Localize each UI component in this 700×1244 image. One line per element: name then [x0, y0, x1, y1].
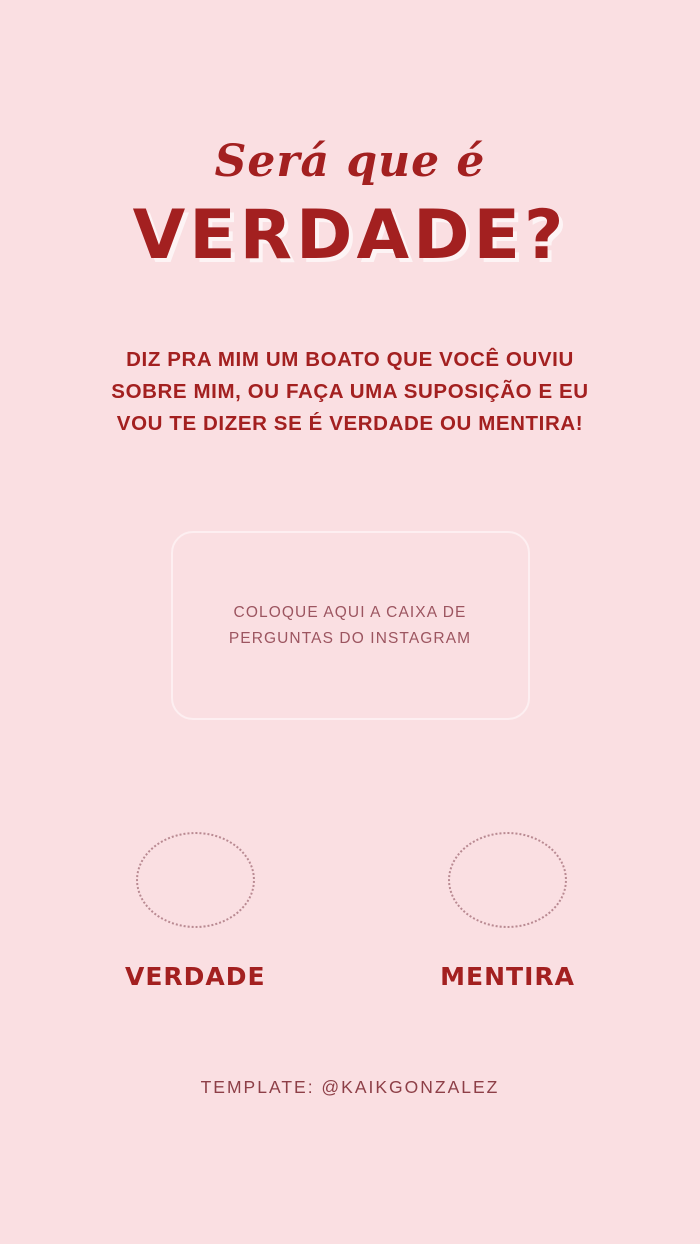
question-box-placeholder-label: COLOQUE AQUI A CAIXA DE PERGUNTAS DO INSTAGRAM — [228, 604, 472, 647]
page-title-main: VERDADE? — [132, 196, 568, 275]
choice-label: VERDADE — [125, 962, 266, 992]
choice-group — [125, 832, 575, 991]
answer-circle-icon[interactable] — [448, 832, 567, 928]
choice-mentira[interactable] — [440, 832, 575, 991]
template-credit: TEMPLATE: @KAIKGONZALEZ — [200, 1077, 500, 1098]
instruction-text: DIZ PRA MIM UM BOATO QUE VOCÊ OUVIU SOBRE MIM, OU FAÇA UMA SUPOSIÇÃO E EU VOU TE DIZER SE É VERDADE OU MENTIRA! — [111, 348, 589, 435]
choice-label: MENTIRA — [440, 962, 575, 992]
page-title-script: Será que é — [214, 136, 486, 187]
question-box-placeholder[interactable] — [171, 531, 530, 720]
answer-circle-icon[interactable] — [136, 832, 255, 928]
choice-verdade[interactable] — [125, 832, 266, 991]
